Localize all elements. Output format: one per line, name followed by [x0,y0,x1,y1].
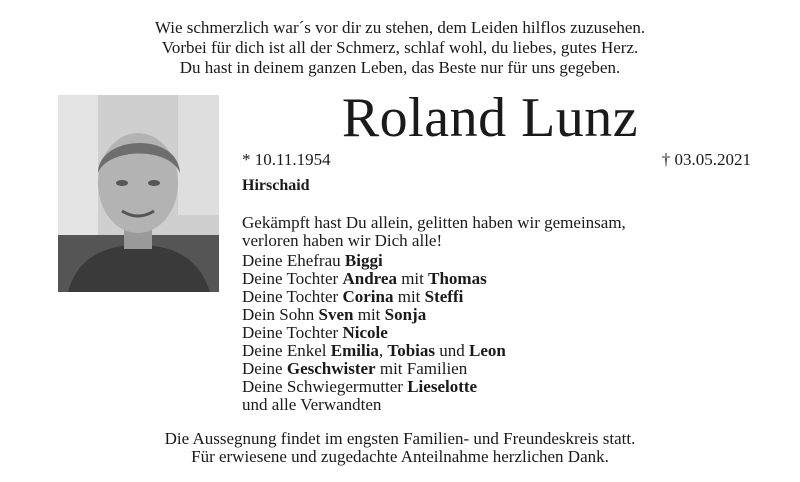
mourner-line [242,252,506,270]
mourner-name: Leon [469,341,506,360]
mourner-relation: , [378,341,388,360]
mourner-name: Lieselotte [407,377,478,396]
mourner-relation: Deine Schwiegermutter [242,377,408,396]
mourner-name: Tobias [387,341,435,360]
mourner-line [242,270,506,288]
mourner-relation: und [435,341,469,360]
poem-line: Wie schmerzlich war´s vor dir zu stehen, dem Leiden hilflos zuzusehen. [154,18,646,37]
portrait-icon [58,95,219,292]
mourner-line [242,378,506,396]
mourner-line [242,306,506,324]
mourner-name: Sonja [384,305,427,324]
mourner-relation: mit [396,269,429,288]
mourner-relation: Deine Enkel [242,341,331,360]
death-date: † 03.05.2021 [661,150,751,169]
footer-line: Für erwiesene und zugedachte Anteilnahme herzlichen Dank. [191,447,609,466]
footer-line: Die Aussegnung findet im engsten Familien- und Freundeskreis statt. [164,429,636,448]
mourner-relation: Deine Ehefrau [242,251,345,270]
mourners-list [242,252,506,414]
verse-line: verloren haben wir Dich alle! [242,231,443,250]
birth-date: * 10.11.1954 [242,150,331,169]
deceased-name: Roland Lunz [341,87,639,149]
poem-line: Du hast in deinem ganzen Leben, das Beste nur für uns gegeben. [179,58,621,77]
mourner-name: Geschwister [286,359,376,378]
memorial-poem [0,18,800,78]
mourner-relation: Deine [242,359,287,378]
poem-line: Vorbei für dich ist all der Schmerz, schlaf wohl, du liebes, gutes Herz. [161,38,639,57]
verse-line: Gekämpft hast Du allein, gelitten haben wir gemeinsam, [242,213,626,232]
mourner-name: Thomas [428,269,487,288]
mourner-name: Emilia [330,341,379,360]
mourner-line [242,342,506,360]
mourner-relation: mit [393,287,425,306]
mourner-name: Andrea [342,269,397,288]
mourner-name: Biggi [344,251,383,270]
mourner-relation: Deine Tochter [242,269,343,288]
mourner-line [242,324,506,342]
mourner-name: Nicole [342,323,388,342]
mourner-line [242,288,506,306]
mourner-relation: Deine Tochter [242,287,343,306]
mourner-name: Steffi [424,287,464,306]
footer-note [0,430,800,466]
mourner-name: Corina [342,287,394,306]
mourner-relation: mit [353,305,385,324]
mourner-name: Sven [318,305,354,324]
portrait-photo [58,95,219,292]
mourner-line [242,360,506,378]
mourner-relation: Deine Tochter [242,323,343,342]
mourner-line [242,396,506,414]
mourning-verse [242,214,626,250]
mourner-relation: und alle Verwandten [242,395,382,414]
hometown: Hirschaid [242,177,310,194]
mourner-relation: Dein Sohn [242,305,319,324]
mourner-relation: mit Familien [375,359,468,378]
